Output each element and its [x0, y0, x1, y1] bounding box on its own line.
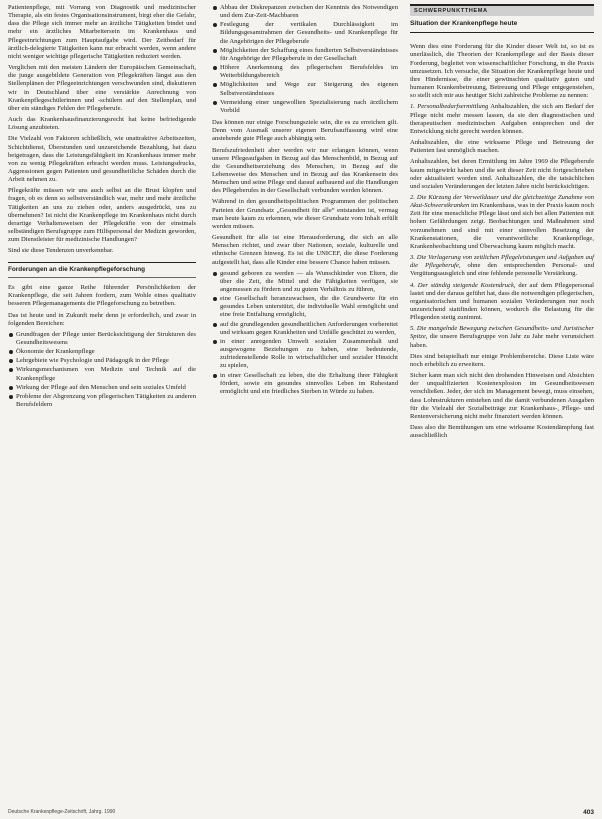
section-label: SCHWERPUNKTTHEMA: [410, 4, 594, 16]
page-number: 403: [583, 809, 594, 816]
footer-source: Deutsche Krankenpflege-Zeitschrift, Jahrg. 1990: [8, 809, 116, 815]
list-item: in einer anregenden Umwelt sozialen Zusammenhalt und ausgewogene Beziehungen zu haben, eine bedeutende, zufriedenstellende Rolle in wirtschaftlicher und sozialer Hinsicht zu spielen,: [212, 338, 398, 371]
column-left: [8, 4, 196, 413]
list-item: eine Gesellschaft heranzuwachsen, die die Grundwerte für ein gesundes Leben unterstützt, die individuelle Wahl ermöglicht und eine freie Entfaltung ermöglicht,: [212, 295, 398, 319]
item-label: 3. Die Verlagerung von zeitlichen Pflegeleistungen und Aufgaben auf die Pflegeberufe,: [410, 254, 594, 270]
paragraph: Sind sie diese Tendenzen unverkennbar.: [8, 247, 114, 255]
problem-item: [410, 139, 594, 155]
list-item: Wirkung der Pflege auf den Menschen und sein soziales Umfeld: [8, 384, 196, 392]
column-middle: [212, 4, 398, 400]
list-item: Ökonomie der Krankenpflege: [8, 348, 196, 356]
item-text: der auf dem Pflegepersonal lastet und der daraus geführt hat, dass die notwendigen pflegerischen, organisatorischen und humanen sozialen Veränderungen nur noch unzureichend stattfinden können, wodurch die Belastung für die Pflegenden stetig zunimmt.: [410, 281, 594, 322]
paragraph: Das können nur einige Forschungsziele sein, die es zu erreichen gilt. Denn vom Ausmaß unserer eigenen Berufsauffassung wird eine anstehende gute Pflege auch abhängig sein.: [212, 119, 398, 143]
list-item: Grundfragen der Pflege unter Berücksichtigung der Strukturen des Gesundheitswesens: [8, 331, 196, 347]
list-item: Möglichkeiten und Wege zur Steigerung des eigenen Selbstverständnisses: [212, 81, 398, 97]
paragraph: Die Vielzahl von Faktoren schließlich, wie unattraktive Arbeitszeiten, Schichtdienst, Überstunden und unzureichende Bezahlung, hat dazu beigetragen, dass die Leistungsfähigkeit im Krankenhaus immer mehr von zu wenig Pflegekräften erbracht werden muss. Leistungsdrucks, Aggressionen gegen Patienten und gesundheitliche Schäden durch die Arbeit nehmen zu.: [8, 135, 196, 184]
list-item: auf die grundlegenden gesundheitlichen Anforderungen vorbereitet und wirksam gegen Krankheiten und Unfälle geschützt zu werden,: [212, 321, 398, 337]
item-text: Anhaltszahlen, die eine wirksame Pflege und Betreuung der Patienten fast unmöglich machen.: [410, 139, 594, 155]
item-text: Anhaltszahlen, die sich am Bedarf der Pflege nicht mehr messen lassen, da sie den diagnostischen und therapeutischen medizinischen Aufgaben entsprechen und der Entwicklung nicht gerecht werden können.: [410, 103, 594, 135]
paragraph: Wenn dies eine Forderung für die Kinder dieser Welt ist, so ist es unerlässlich, die Theorien der Krankenpflege auf der Basis dieser Forderung, begleitet von wissenschaftlicher Forschung, in die Praxis umzusetzen. Ich versuche, die Situation der Krankenpflege heute und ihre Hindernisse, die einer gewünschten qualitativ guten und humanen Krankenbetreuung, Betreuung und Pflege entgegenstehen, so stellt sich mir aus heutiger Sicht zahlreiche Probleme zu nennen:: [410, 43, 594, 100]
paragraph: Berufszufriedenheit aber werden wir nur erlangen können, wenn unsere Pflegeaufgaben in Bezug auf das Menschenbild, in Bezug auf die Gesundheitserziehung des Menschen, in Bezug auf die Lebensweise des Menschen und in Bezug auf das Krankensein des Menschen und seine Pflege und darauf aufbauend auf die Handlungen des Pflegeberufes in der Gesellschaft verbunden werden können.: [212, 146, 398, 195]
list-item: Vermeidung einer ungewollten Spezialisierung nach ärztlichem Vorbild: [212, 99, 398, 115]
item-text: Anhaltszahlen, bei deren Ermittlung im Jahre 1969 die Pflegeberufe kaum mitgewirkt haben und die seit dieser Zeit nicht fortgeschrieben oder aktualisiert worden sind. Anhaltszahlen, die die tatsächlichen und sozialen Veränderungen der letzten Jahre nicht berücksichtigen.: [410, 158, 594, 190]
item-text: im Krankenhaus, was in der Praxis kaum noch Zeit für eine menschliche Pflege lässt und sich bei allen Patienten mit hohen Gefährdungen zeigt. Beobachtungen und Maßnahmen sind vorzunehmen und sind mit einer sinnvollen Besetzung der Krankenstationen, die verantwortliche Krankenpflege, Krankenbeobachtung und Überwachung kaum möglich macht.: [410, 202, 594, 250]
problem-item: [410, 325, 594, 349]
list-item: Probleme der Abgrenzung von pflegerischen Tätigkeiten zu anderen Berufsfeldern: [8, 393, 196, 409]
problem-item: [410, 194, 594, 251]
section-heading: Forderungen an die Krankenpflegeforschung: [8, 262, 196, 279]
list-item: Möglichkeiten der Schaffung eines fundierten Selbstverständnisses für Angehörige der Pflegeberufe in der Gesellschaft: [212, 47, 398, 63]
item-text: die unsere Berufsgruppe von Jahr zu Jahr mehr verunsichert haben.: [410, 333, 594, 349]
problem-item: [410, 158, 594, 191]
list-item: Abbau der Diskrepanzen zwischen der Kenntnis des Notwendigen und dem Zur-Zeit-Machbaren: [212, 4, 398, 20]
paragraph: Es gibt eine ganze Reihe führender Persönlichkeiten der Krankenpflege, die seit Jahren fordern, zum Wohle eines qualitativ besseren Pflegemanagements die Pflegeforschung zu betreiben.: [8, 284, 196, 308]
problem-item: [410, 282, 594, 323]
article-title: Situation der Krankenpflege heute: [410, 20, 594, 33]
paragraph: Dass also die Bemühungen um eine wirksame Kostendämpfung fast ausschließlich: [410, 424, 594, 440]
list-item: gesund geboren zu werden — als Wunschkinder von Eltern, die über die Zeit, die Mittel und die Fähigkeiten verfügen, sie angemessen zu fördern und zu gutem Verhältnis zu führen,: [212, 270, 398, 294]
paragraph: Gesundheit für alle ist eine Herausforderung, die sich an alle Menschen richtet, und zwar über Nationen, soziale, kulturelle und ethnische Grenzen hinweg. Es ist die UNICEF, die diese Forderung aufgestellt hat, dass alle Kinder eine bessere Chance haben müssen.: [212, 234, 398, 266]
paragraph: Das ist heute und in Zukunft mehr denn je erforderlich, und zwar in folgenden Bereichen:: [8, 311, 196, 327]
list-item: Lehrgebiete wie Psychologie und Pädagogik in der Pflege: [8, 357, 196, 365]
item-label: 5. Die mangelnde Bewegung zwischen Gesundheits- und Juristischer Spitze,: [410, 325, 594, 341]
paragraph: Verglichen mit den meisten Ländern der Europäischen Gemeinschaft, die junge ausgebildete Generation von Pflegekräften längst aus den Stellenplänen der Pflegeeinrichtungen verschwunden sind, diskutieren wir in Deutschland über eine verstärkte Anrechnung von Krankenpflegeschülerinnen und -schülern auf den Stellenplan, und über ein ständiges Fehlen der Pflegeberufe.: [8, 64, 196, 112]
problem-item: [410, 103, 594, 136]
paragraph: Patientenpflege, mit Vorrang von Diagnostik und medizinischer Therapie, als ein festes Organisationsinstrument, birgt eher die Gefahr, dass die Pflege sich immer mehr an ärztliche Tätigkeiten bindet und mehr ein ärztliches Mitarbeitersein im Krankenhaus und Pflegeeinrichtungen zum Hauptaufgabe wird. Der Zeitbedarf für ärztlich-delegierte Tätigkeiten kann nur erbracht werden, wenn andere nicht weniger wichtige pflegerische Tätigkeiten reduziert werden.: [8, 4, 196, 60]
bullet-list: [212, 270, 398, 396]
problem-item: [410, 254, 594, 278]
column-right: [410, 4, 594, 443]
paragraph: Sicher kann man sich nicht den drohenden Hinweisen und Absichten der unqualifizierten Kostenexplosion im Gesundheitswesen verschließen. Jeder, der sich im Management bewegt, muss einsehen, dass Lohnstrukturen entstehen und die damit verbundenen Ausgaben für die Vielzahl der Sozialbeiträge zur Krankenhaus-, Pflege- und Rentenversicherung nicht mehr finanziert werden können.: [410, 372, 594, 420]
list-item: Festlegung der vertikalen Durchlässigkeit im Bildungsgesamtrahmen der Gesundheits- und Krankenpflege für die Angehörigen der Pflegeberufe: [212, 21, 398, 45]
list-item: Höhere Anerkennung des pflegerischen Berufsfeldes im Weiterbildungsbereich: [212, 64, 398, 80]
bullet-list: [8, 331, 196, 409]
item-label: 4. Der ständig steigende Kostendruck,: [410, 281, 516, 289]
item-label: 2. Die Kürzung der Verweildauer und die gleichzeitige Zunahme von Akut-Schwerstkranken: [410, 193, 594, 210]
paragraph: Dies sind beispielhaft nur einige Problembereiche. Diese Liste wäre noch erheblich zu erweitern.: [410, 352, 594, 368]
paragraph: Pflegekräfte müssen wir uns auch selbst an die Brust klopfen und fragen, ob es denn so selbstverständlich war, mehr und mehr ärztliche Tätigkeiten an uns zu ziehen oder, anders ausgedrückt, uns zu übernehmen? Ist nicht die Krankenpflege im Krankenhaus nicht durch derartige Verhaltensweisen der Pflegekräfte von der einstmals selbständigen Berufsgruppe zum Hilfspersonal der Medizin geworden, zum Dienstleister für medizinische Handlungen?: [8, 187, 196, 244]
list-item: in einer Gesellschaft zu leben, die die Erhaltung ihrer Fähigkeit fördert, sowie ein gesundes sinnvolles Leben im Ruhestand ermöglicht und ein friedliches Sterben in Würde zu haben.: [212, 372, 398, 396]
paragraph: Während in den gesundheitspolitischen Programmen der politischen Parteien der Grundsatz „Gesundheit für alle“ entstanden ist, vermag man heute kaum zu erkennen, wie dieser Grundsatz vom Inhalt erfüllt werden müssen.: [212, 198, 398, 230]
item-text: ohne den entsprechenden Personal- und Vergütungsausgleich und eine fehlende personelle Verstärkung.: [410, 262, 594, 278]
list-item: Wirkungsmechanismen von Medizin und Technik auf die Krankenpflege: [8, 366, 196, 382]
paragraph: Auch das Krankenhausfinanzierungsrecht hat keine befriedigende Lösung anzubieten.: [8, 116, 196, 132]
bullet-list: [212, 4, 398, 115]
item-label: 1. Personalbedarfsermittlung: [410, 103, 489, 111]
